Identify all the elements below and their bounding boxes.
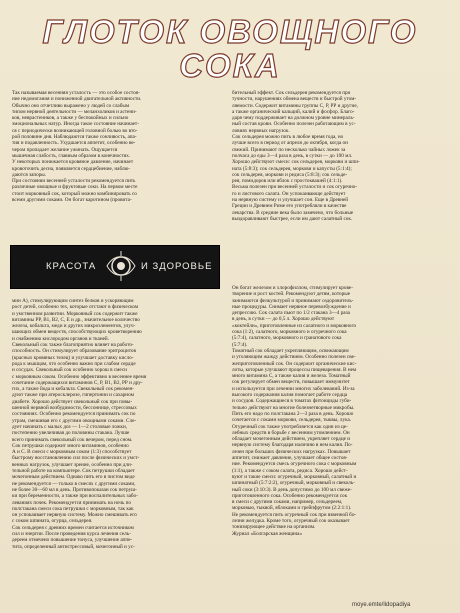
text-line: тельно действуют на многие болезнетворные микробы. bbox=[232, 404, 355, 411]
text-line: тучности, нарушениях обмена веществ и быстрой утом- bbox=[232, 96, 357, 103]
text-line: лезни желудка. Кроме того, огуречный сок оказывает bbox=[232, 517, 350, 524]
floral-ornament-icon bbox=[105, 250, 137, 282]
text-line: «коктейли», приготовленные из салатного и морковного bbox=[232, 322, 357, 329]
text-line: быстрому восстановлению сил после физических и умст- bbox=[12, 455, 140, 462]
text-line: А и С. В смеси с морковным соком (1:3) способствует bbox=[12, 449, 132, 456]
text-line: морковью, тыквой, яблоками и грейпфрутом (2:2:1:1). bbox=[232, 505, 352, 512]
text-line: сочетание содержащихся витаминов С, Р, В1, В2, РР и дру- bbox=[12, 379, 143, 386]
text-line: кровоточить десна, появляется сердцебиение, наблю- bbox=[12, 165, 131, 172]
text-line: приготовленного сока. Особенно рекомендуется сок bbox=[232, 492, 348, 499]
text-line: Огуречный сок также употребляется как один из це- bbox=[232, 423, 348, 430]
text-line: с соком шпината, огурца, сельдерея. bbox=[12, 518, 93, 525]
text-line: и сосудах. Свекольный сок особенно хорош в смеси bbox=[12, 367, 127, 374]
text-line: лекарства. В средние века было замечено, что больные bbox=[232, 209, 354, 216]
text-line: много витамина С, а также калия и железа. Томатный bbox=[232, 373, 351, 380]
text-line: обладает мочегонным действием, укрепляет сердце и bbox=[232, 436, 350, 443]
text-line: ный состав крови. Особенно полезен работающим в ус- bbox=[232, 121, 356, 128]
text-line: (5:7:4), салатного, морковного и гранатового сока bbox=[232, 335, 342, 342]
text-line: дует начинать с малых доз — 1—2 столовые ложки, bbox=[12, 423, 128, 430]
text-line: ната (5:8:3); сок сельдерея, моркови и капусты (5:1:4); bbox=[232, 165, 352, 172]
text-line: эмоциональных натур. Иногда такое состояние начинает- bbox=[12, 121, 139, 128]
text-line: дуют также при атеросклерозе, гипертонии и сахарном bbox=[12, 392, 134, 399]
text-line: свежий. Принимают по несколько чайных ложек за bbox=[232, 146, 346, 153]
text-line: аппетит, снижает давление, улучшает общее состоя- bbox=[232, 455, 348, 462]
text-line: типом нервной деятельности — меланхоликов и астени- bbox=[12, 108, 137, 115]
text-line: даря чему поддерживает на должном уровне минераль- bbox=[232, 115, 355, 122]
text-line: Греции и Древнем Риме его употребляли в качестве bbox=[232, 203, 347, 210]
article-title-line1: ГЛОТОК ОВОЩНОГО bbox=[42, 13, 418, 50]
text-line: мышечная слабость, главным образом в конечностях. bbox=[12, 152, 131, 159]
text-line: не рекомендуется — только в смесях с другими соками, bbox=[12, 480, 136, 487]
text-line: тита, определенный антистрессовый, мочегонный и ус- bbox=[12, 543, 135, 550]
text-line: шпинатный (5:7:2:2), огуречный, морковный и свеколь- bbox=[232, 480, 355, 487]
text-line: бительный эффект. Сок сельдерея рекомендуется при bbox=[232, 90, 351, 96]
text-line: стоит морковный сок, который можно комбинировать со bbox=[12, 190, 137, 197]
banner-label-beauty: КРАСОТА bbox=[46, 261, 97, 272]
text-line: железа, кобальта, меди и других микроэлементов, улуч- bbox=[12, 323, 136, 330]
text-line: выздоравливают быстрее, если им дают салатный сок. bbox=[232, 215, 353, 222]
text-line: сочетается с соками моркови, сельдерея, тыквы, лука. bbox=[232, 417, 352, 424]
text-line: рея, помидоров или яблок с простоквашей (4:1:1). bbox=[232, 178, 343, 185]
text-line: витамины РР, В1, В2, С, Е и др., значительное количество bbox=[12, 316, 140, 323]
text-line: Журнал «Болгарская женщина» bbox=[232, 530, 303, 537]
text-line: сока (1:2), салатного, морковного и огуречного сока bbox=[232, 329, 347, 336]
text-line: он успокаивает нервную систему. Можно смешивать его bbox=[12, 512, 137, 519]
text-line: гих, а также йода и кобальта. Свекольный сок рекомен- bbox=[12, 386, 135, 393]
text-line: и используется при лечении многих заболеваний. Из-за bbox=[232, 385, 355, 392]
article-title-line2: СОКА bbox=[179, 47, 281, 84]
text-line: Пить его надо по полстакана 2—3 раза в день. Хорошо bbox=[232, 410, 354, 417]
text-line: сил и энергии. После проведения курса лечения сель- bbox=[12, 530, 131, 537]
text-line: дереем отмечено повышение тонуса, улучшение аппе- bbox=[12, 537, 133, 544]
text-line: (1:1), а также с соком салата, редиса. Хорошо дейст- bbox=[232, 467, 348, 474]
text-line: высокого содержания калия помогает работе сердца bbox=[232, 392, 348, 399]
text-line: леваниях почек. Рекомендуется принимать на ночь по bbox=[12, 499, 131, 506]
text-line: мочегонным действием. Однако пить его в чистом виде bbox=[12, 474, 135, 481]
text-line: ние недомогания и пониженной двигательной активности. bbox=[12, 96, 142, 103]
text-line: Томатный сок обладает укрепляющим, освежающим bbox=[232, 347, 349, 354]
text-line: ляемости. Содержит витамины группы С, Р, РР и другие, bbox=[232, 102, 358, 109]
text-line: Свекольный сок также благоприятно влияет на работо- bbox=[12, 342, 134, 349]
text-line: Так называемая весенняя усталость — это особое состоя- bbox=[12, 90, 140, 96]
text-line: ки при беременности, а также при воспалительных забо- bbox=[12, 493, 138, 500]
text-line: и снабжению кислородом органов и тканей. bbox=[12, 335, 110, 342]
text-line: творение и рост костей. Рекомендуют детям, которые bbox=[232, 291, 350, 298]
text-line: сок регулирует обмен веществ, повышает иммунитет bbox=[232, 379, 350, 386]
text-line: Весьма полезен при весенней усталости и сок огуречно- bbox=[232, 184, 358, 191]
text-line: диабете. Хорошо действует свекольный сок при повы- bbox=[12, 398, 133, 405]
text-line: Сок сельдерея можно пить в любое время года, но bbox=[232, 134, 344, 141]
text-line: ся с периодически возникающей головной болью во вто- bbox=[12, 127, 138, 134]
text-line: нервную систему благодаря наличию в нем калия. По- bbox=[232, 442, 353, 449]
text-line: и утоляющим жажду действием. Особенно полезен све- bbox=[232, 354, 356, 361]
text-line: ловиях нервных нагрузок. bbox=[232, 127, 290, 134]
text-line: на нервную систему и улучшает сон. Еще в Древней bbox=[232, 197, 349, 204]
text-line: лезен при больших физических нагрузках. Повышает bbox=[232, 448, 351, 455]
text-line: сок сельдерея, моркови и редиса (5:8:3); сок сельде- bbox=[232, 171, 348, 178]
text-line: Сок петрушки содержит много витаминов, особенно bbox=[12, 442, 129, 449]
text-line: всего принимать свекольный сок вечером, перед сном. bbox=[12, 436, 133, 443]
text-line: не более 30—60 мл в день. Противопоказан сок петруш- bbox=[12, 486, 137, 493]
banner-label-health: И ЗДОРОВЬЕ bbox=[141, 261, 213, 272]
text-line: го и листового салата. Он успокаивающе действует bbox=[232, 190, 346, 197]
column-left-top bbox=[12, 90, 217, 203]
text-line: полчаса до еды 3—4 раза в день, в сутки — до 100 мл. bbox=[232, 152, 353, 159]
source-credit: moye.emte/lidopadiya bbox=[352, 602, 411, 608]
text-line: При состоянии весенней усталости рекомендуется пить bbox=[12, 178, 136, 185]
text-line: депрессию. Сок салата пьют по 1/2 стакана 3—4 раза bbox=[232, 310, 350, 317]
text-line: шающих обмен веществ, способствующих кроветворению bbox=[12, 329, 142, 336]
column-left-bottom bbox=[12, 298, 217, 550]
text-line: ние. Рекомендуется смесь огуречного сока с морковным bbox=[232, 461, 357, 468]
text-line: состояниях. Особенно рекомендуется принимать сок по bbox=[12, 411, 136, 418]
text-line: У некоторых понижается кровяное давление, начинает bbox=[12, 159, 134, 166]
text-line: рост детей, особенно тех, которые отстают в физическом bbox=[12, 304, 139, 311]
text-line: Не рекомендуется пить огуречный сок при язвенной бо- bbox=[232, 511, 357, 518]
text-line: Обычно оно отчетливо выражено у людей со слабым bbox=[12, 102, 130, 109]
text-line: Сок сельдерея с древних времен считается источником bbox=[12, 524, 134, 531]
text-line: всеми другими соками. Он богат каротином (провита- bbox=[12, 197, 132, 204]
section-banner bbox=[10, 245, 220, 289]
text-line: лебных средств в борьбе с весенним утомлением. Он bbox=[232, 429, 350, 436]
text-line: различные овощные и фруктовые соки. На первом месте bbox=[12, 184, 138, 191]
text-line: тельной работе на компьютере. Сок петрушки обладает bbox=[12, 468, 135, 475]
text-line: способность. Он стимулирует образование эритроцитов bbox=[12, 348, 136, 355]
text-line: постепенно увеличивая до половины стакана. Лучше bbox=[12, 430, 130, 437]
text-line: утрам, смешивая его с другими овощными соками. Сле- bbox=[12, 417, 137, 424]
text-line: Он богат железом и хлорофиллом, стимулирует крове- bbox=[232, 285, 353, 291]
text-line: а также органический кальций, калий и фосфор. Благо- bbox=[232, 108, 355, 115]
text-line: полстакана смеси сока петрушки с морковным, так как bbox=[12, 505, 134, 512]
text-line: ный соки (3:10:3). В день допустимо до 100 мл свеже- bbox=[232, 486, 352, 493]
text-line: тия и подавленность. Ухудшается аппетит, особенно ве- bbox=[12, 140, 136, 147]
text-line: Хорошо действуют смеси: сок сельдерея, моркови и шпи- bbox=[232, 159, 360, 166]
text-line: (5:7:4). bbox=[232, 341, 248, 348]
text-line: ные процедуры. Снимает нервное перевозбуждение и bbox=[232, 303, 351, 310]
text-line: (красных кровяных телец) и улучшает доставку кисло- bbox=[12, 354, 134, 361]
text-line: и сосудов. Содержащиеся в томатах фитонциды губи- bbox=[232, 398, 352, 405]
text-line: ков, неврастеников, а также у беспокойных и сильно bbox=[12, 115, 129, 122]
text-line: мин А), стимулирующим синтез белков и ускоряющим bbox=[12, 298, 134, 304]
text-line: лучше всего в период от апреля до октября, когда он bbox=[232, 140, 348, 147]
text-line: вуют и такие смеси: огуречный, морковный, салатный и bbox=[232, 473, 357, 480]
text-line: жеприготовленный сок. Он содержит органические кис- bbox=[232, 360, 357, 367]
text-line: шенной нервной возбудимости, бессоннице, стрессовых bbox=[12, 405, 137, 412]
text-line: с морковным соком. Особенно эффективно в весеннее время bbox=[12, 373, 147, 380]
text-line: в день, в сутки — до 0,5 л. Хорошо действуют bbox=[232, 316, 335, 323]
text-line: венных нагрузок, улучшает зрение, особенно при дли- bbox=[12, 461, 133, 468]
text-line: рода к мышцам, что особенно важно при слабом сердце bbox=[12, 360, 136, 367]
text-line: чером пропадает желание ужинать. Ощущается bbox=[12, 146, 118, 153]
text-line: занимаются физкультурой и принимают оздоровитель- bbox=[232, 297, 354, 304]
text-line: и умственном развитии. Морковный сок содержит также bbox=[12, 310, 138, 317]
text-line: в смеси с другими соками, например, сельдереем, bbox=[232, 499, 343, 506]
text-line: лоты, которые улучшают процессы пищеварения. В нем bbox=[232, 366, 357, 373]
text-line: рой половине дня. Наблюдаются также сонливость, апа- bbox=[12, 134, 137, 141]
column-right-top bbox=[232, 90, 447, 222]
text-line: тонизирующее действие на организм. bbox=[232, 524, 316, 531]
text-line: даются запоры. bbox=[12, 171, 47, 178]
column-right-bottom bbox=[232, 285, 447, 537]
